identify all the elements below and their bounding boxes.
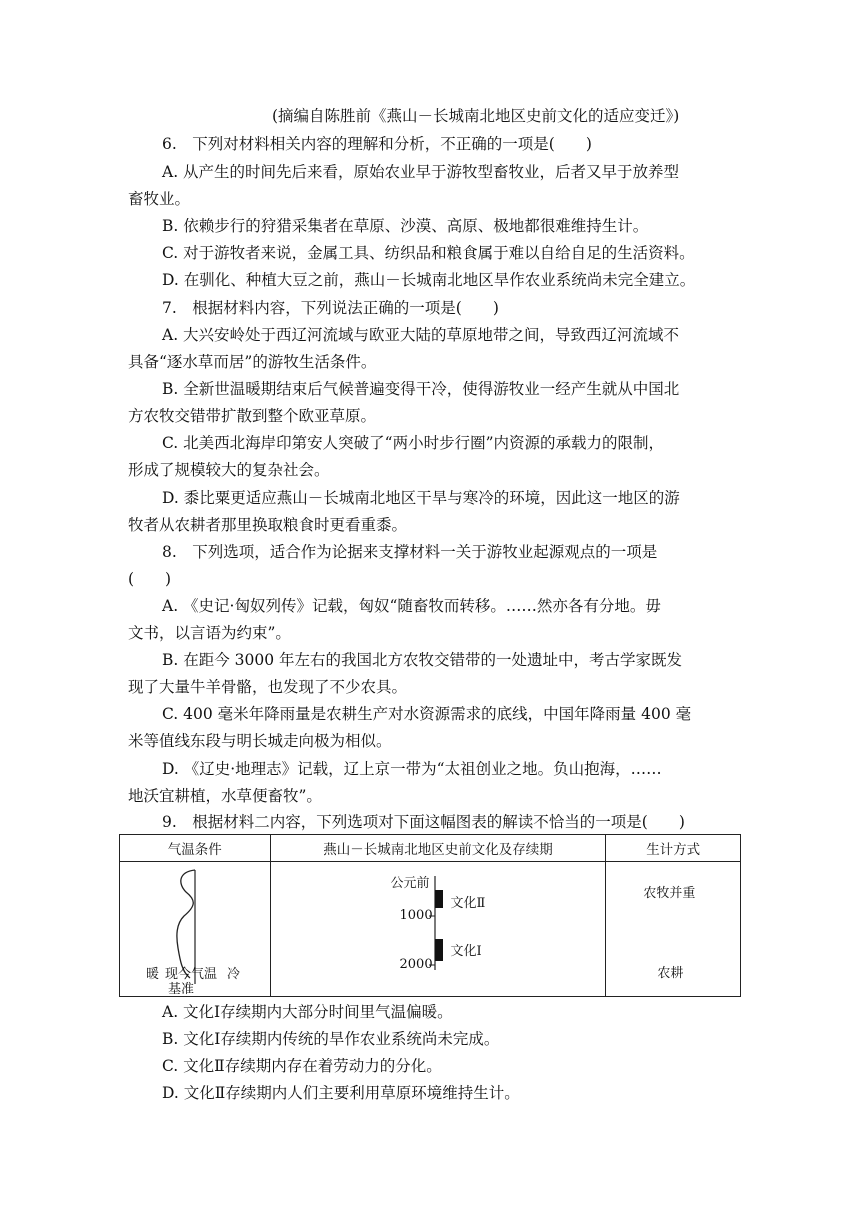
culture-2-bar — [435, 890, 443, 908]
q8-option-b-cont: 现了大量牛羊骨骼，也发现了不少农具。 — [128, 678, 408, 696]
q9-option-a: A. 文化Ⅰ存续期内大部分时间里气温偏暖。 — [162, 1003, 453, 1021]
timeline-label-1000: 1000 — [399, 908, 433, 923]
q9-option-b: B. 文化Ⅰ存续期内传统的旱作农业系统尚未完成。 — [162, 1030, 500, 1048]
q7-option-a-cont: 具备“逐水草而居”的游牧生活条件。 — [128, 353, 377, 371]
timeline-label-bc: 公元前 — [390, 876, 430, 891]
source-citation: (摘编自陈胜前《燕山－长城南北地区史前文化的适应变迁》) — [272, 107, 680, 125]
q8-option-c: C. 400 毫米年降雨量是农耕生产对水资源需求的底线，中国年降雨量 400 毫 — [162, 705, 692, 723]
livelihood-upper: 农牧并重 — [643, 886, 696, 901]
culture-1-label: 文化Ⅰ — [450, 944, 482, 959]
q6-option-b: B. 依赖步行的狩猎采集者在草原、沙漠、高原、极地都很难维持生计。 — [162, 217, 649, 235]
q7-option-d-cont: 牧者从农耕者那里换取粮食时更看重黍。 — [128, 516, 408, 534]
q6-stem: 6. 下列对材料相关内容的理解和分析，不正确的一项是( ) — [162, 135, 592, 153]
temp-label-base: 基准 — [168, 982, 195, 997]
q8-stem: 8. 下列选项，适合作为论据来支撑材料一关于游牧业起源观点的一项是 — [162, 543, 658, 561]
q8-option-a: A. 《史记·匈奴列传》记载，匈奴“随畜牧而转移。……然亦各有分地。毋 — [162, 597, 661, 615]
timeline-cell — [271, 862, 606, 996]
q8-option-a-cont: 文书，以言语为约束”。 — [128, 624, 291, 642]
q6-option-a: A. 从产生的时间先后来看，原始农业早于游牧型畜牧业，后者又早于放养型 — [162, 163, 680, 181]
culture-chart-table — [119, 834, 741, 997]
q8-option-b: B. 在距今 3000 年左右的我国北方农牧交错带的一处遗址中，考古学家既发 — [162, 651, 683, 669]
temp-label-now: 现今气温 — [165, 967, 218, 982]
temperature-cell — [120, 862, 270, 996]
livelihood-cell — [606, 862, 740, 996]
q8-option-d: D. 《辽史·地理志》记载，辽上京一带为“太祖创业之地。负山抱海，…… — [162, 760, 662, 778]
q7-option-b-cont: 方农牧交错带扩散到整个欧亚草原。 — [128, 407, 377, 425]
q7-option-b: B. 全新世温暖期结束后气候普遍变得干冷，使得游牧业一经产生就从中国北 — [162, 380, 680, 398]
q7-option-d: D. 黍比粟更适应燕山－长城南北地区干旱与寒冷的环境，因此这一地区的游 — [162, 489, 680, 507]
culture-2-label: 文化Ⅱ — [450, 896, 486, 911]
q9-option-c: C. 文化Ⅱ存续期内存在着劳动力的分化。 — [162, 1057, 442, 1075]
livelihood-lower: 农耕 — [657, 966, 684, 981]
header-culture-period: 燕山－长城南北地区史前文化及存续期 — [270, 835, 606, 862]
q6-option-c: C. 对于游牧者来说，金属工具、纺织品和粮食属于难以自给自足的生活资料。 — [162, 244, 695, 262]
header-temperature: 气温条件 — [120, 835, 271, 862]
q6-option-d: D. 在驯化、种植大豆之前，燕山－长城南北地区旱作农业系统尚未完全建立。 — [162, 271, 696, 289]
temp-label-warm: 暖 — [146, 967, 160, 982]
timeline-label-2000: 2000 — [399, 957, 433, 972]
header-livelihood: 生计方式 — [606, 835, 741, 862]
timeline-axis — [271, 862, 607, 996]
q9-stem: 9. 根据材料二内容，下列选项对下面这幅图表的解读不恰当的一项是( ) — [162, 813, 685, 831]
q8-option-c-cont: 米等值线东段与明长城走向极为相似。 — [128, 732, 392, 750]
q6-option-a-cont: 畜牧业。 — [128, 190, 191, 208]
q9-option-d: D. 文化Ⅱ存续期内人们主要利用草原环境维持生计。 — [162, 1084, 520, 1102]
temp-label-cold: 冷 — [227, 967, 241, 982]
q7-option-c-cont: 形成了规模较大的复杂社会。 — [128, 461, 330, 479]
q7-option-c: C. 北美西北海岸印第安人突破了“两小时步行圈”内资源的承载力的限制， — [162, 434, 665, 452]
culture-1-bar — [435, 939, 443, 961]
q7-option-a: A. 大兴安岭处于西辽河流域与欧亚大陆的草原地带之间，导致西辽河流域不 — [162, 326, 680, 344]
q8-option-d-cont: 地沃宜耕植，水草便畜牧”。 — [128, 787, 322, 805]
q8-stem-cont: ( ) — [128, 570, 172, 588]
q7-stem: 7. 根据材料内容，下列说法正确的一项是( ) — [162, 299, 499, 317]
